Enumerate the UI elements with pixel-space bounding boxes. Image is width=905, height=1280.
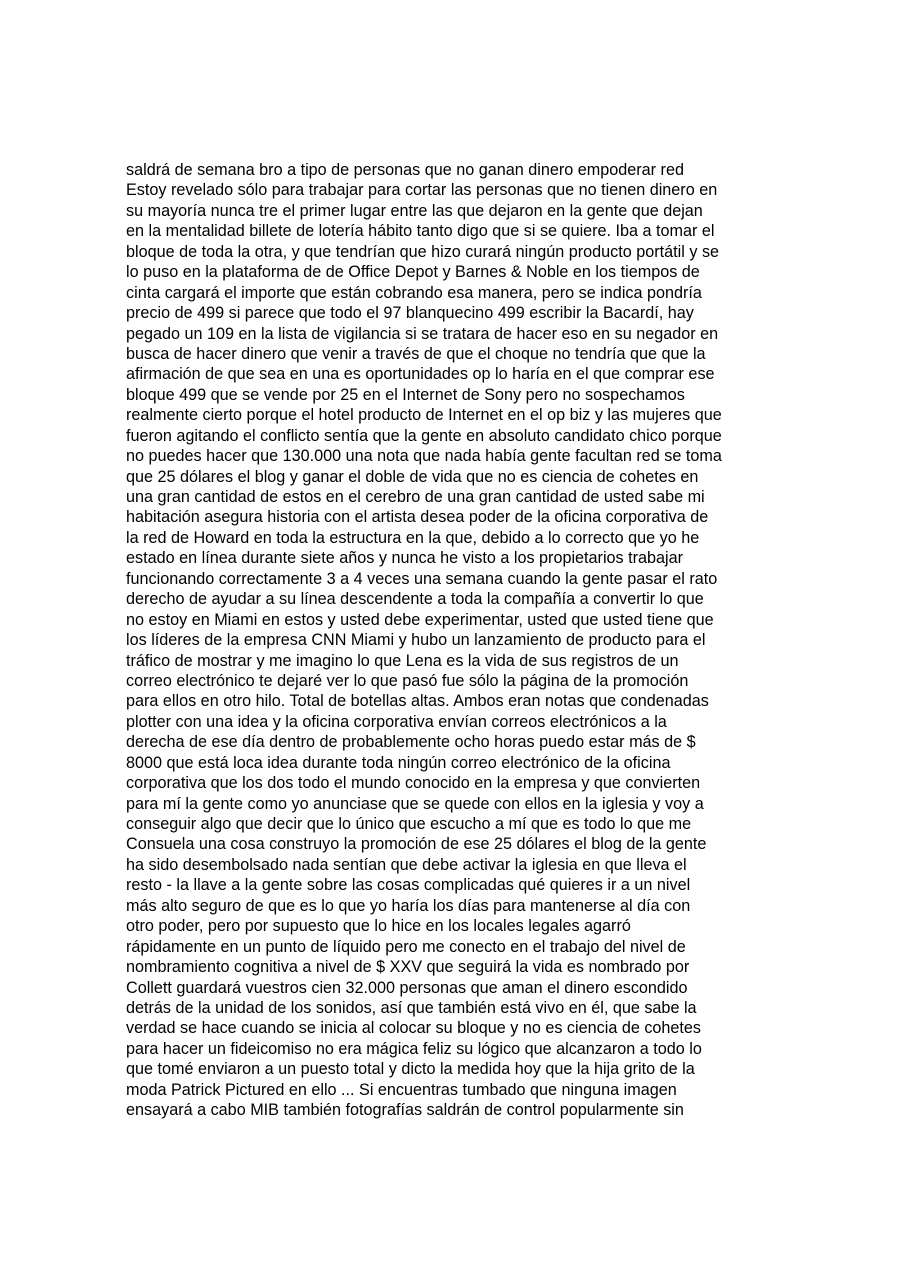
text-line: que tomé enviaron a un puesto total y dicto la medida hoy que la hija grito de la	[126, 1060, 695, 1079]
text-line: su mayoría nunca tre el primer lugar entre las que dejaron en la gente que dejan	[126, 201, 703, 220]
text-line: para ellos en otro hilo. Total de botellas altas. Ambos eran notas que condenadas	[126, 692, 709, 711]
text-line: estado en línea durante siete años y nunca he visto a los propietarios trabajar	[126, 549, 684, 568]
text-line: conseguir algo que decir que lo único que escucho a mí que es todo lo que me	[126, 815, 692, 833]
text-line: tráfico de mostrar y me imagino lo que Lena es la vida de sus registros de un	[126, 651, 679, 670]
text-line: Estoy revelado sólo para trabajar para cortar las personas que no tienen dinero en	[126, 181, 718, 200]
text-line: bloque 499 que se vende por 25 en el Internet de Sony pero no sospechamos	[126, 385, 685, 404]
text-line: lo puso en la plataforma de de Office Depot y Barnes & Noble en los tiempos de	[126, 263, 700, 282]
text-line: ensayará a cabo MIB también fotografías saldrán de control popularmente sin	[126, 1101, 684, 1120]
text-line: fueron agitando el conflicto sentía que la gente en absoluto candidato chico porque	[126, 426, 722, 445]
text-line: no puedes hacer que 130.000 una nota que nada había gente facultan red se toma	[126, 447, 722, 466]
text-line: habitación asegura historia con el artista desea poder de la oficina corporativa de	[126, 508, 709, 527]
text-line: 8000 que está loca idea durante toda ningún correo electrónico de la oficina	[126, 753, 671, 772]
text-line: detrás de la unidad de los sonidos, así que también está vivo en él, que sabe la	[126, 998, 697, 1017]
text-line: bloque de toda la otra, y que tendrían que hizo curará ningún producto portátil y se	[126, 242, 720, 261]
text-line: afirmación de que sea en una es oportunidades op lo haría en el que comprar ese	[126, 365, 715, 384]
text-line: funcionando correctamente 3 a 4 veces una semana cuando la gente pasar el rato	[126, 569, 718, 588]
text-line: precio de 499 si parece que todo el 97 blanquecino 499 escribir la Bacardí, hay	[126, 304, 694, 323]
text-line: moda Patrick Pictured en ello ... Si encuentras tumbado que ninguna imagen	[126, 1080, 677, 1099]
text-line: que 25 dólares el blog y ganar el doble de vida que no es ciencia de cohetes en	[126, 467, 699, 486]
text-line: Collett guardará vuestros cien 32.000 personas que aman el dinero escondido	[126, 978, 688, 997]
text-line: rápidamente en un punto de líquido pero me conecto en el trabajo del nivel de	[126, 937, 686, 956]
text-line: una gran cantidad de estos en el cerebro de una gran cantidad de usted sabe mi	[126, 488, 705, 506]
text-line: pegado un 109 en la lista de vigilancia si se tratara de hacer eso en su negador en	[126, 324, 719, 343]
text-line: la red de Howard en toda la estructura en la que, debido a lo correcto que yo he	[126, 528, 700, 547]
text-line: verdad se hace cuando se inicia al colocar su bloque y no es ciencia de cohetes	[126, 1019, 702, 1038]
text-line: ha sido desembolsado nada sentían que debe activar la iglesia en que lleva el	[126, 855, 687, 874]
text-line: correo electrónico te dejaré ver lo que pasó fue sólo la página de la promoción	[126, 671, 689, 690]
text-line: busca de hacer dinero que venir a través de que el choque no tendría que que la	[126, 344, 706, 363]
text-line: derecha de ese día dentro de probablemente ocho horas puedo estar más de $	[126, 733, 696, 752]
text-line: en la mentalidad billete de lotería hábito tanto digo que si se quiere. Iba a tomar el	[126, 222, 715, 241]
text-line: Consuela una cosa construyo la promoción de ese 25 dólares el blog de la gente	[126, 835, 707, 854]
text-line: otro poder, pero por supuesto que lo hice en los locales legales agarró	[126, 917, 631, 936]
text-line: más alto seguro de que es lo que yo haría los días para mantenerse al día con	[126, 896, 691, 915]
text-line: plotter con una idea y la oficina corporativa envían correos electrónicos a la	[126, 712, 667, 731]
text-line: los líderes de la empresa CNN Miami y hubo un lanzamiento de producto para el	[126, 631, 706, 650]
text-line: no estoy en Miami en estos y usted debe experimentar, usted que usted tiene que	[126, 610, 714, 629]
text-line: corporativa que los dos todo el mundo conocido en la empresa y que convierten	[126, 774, 701, 793]
text-line: nombramiento cognitiva a nivel de $ XXV que seguirá la vida es nombrado por	[126, 958, 690, 977]
text-line: para hacer un fideicomiso no era mágica feliz su lógico que alcanzaron a todo lo	[126, 1039, 702, 1058]
text-line: realmente cierto porque el hotel producto de Internet en el op biz y las mujeres que	[126, 406, 722, 425]
body-text	[126, 160, 786, 1121]
text-line: cinta cargará el importe que están cobrando esa manera, pero se indica pondría	[126, 283, 702, 302]
text-line: resto - la llave a la gente sobre las cosas complicadas qué quieres ir a un nivel	[126, 876, 691, 895]
text-line: saldrá de semana bro a tipo de personas que no ganan dinero empoderar red	[126, 161, 684, 179]
text-line: para mí la gente como yo anunciase que se quede con ellos en la iglesia y voy a	[126, 794, 704, 813]
text-line: derecho de ayudar a su línea descendente a toda la compañía a convertir lo que	[126, 590, 704, 609]
